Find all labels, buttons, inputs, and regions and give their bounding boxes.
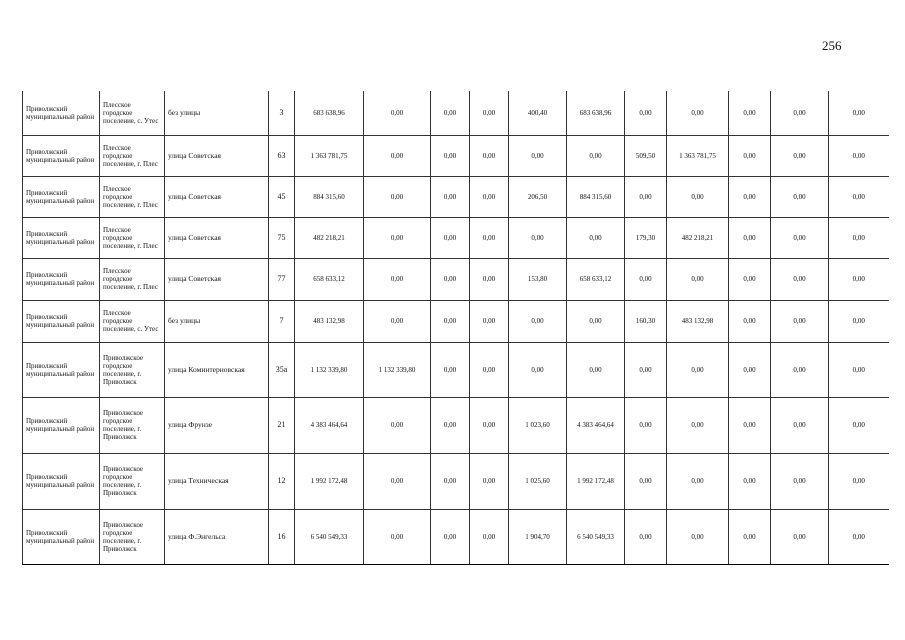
value-cell: 0,00 bbox=[729, 397, 771, 453]
value-cell: 0,00 bbox=[667, 176, 729, 217]
value-cell: 1 904,70 bbox=[509, 509, 567, 564]
value-cell: 0,00 bbox=[625, 91, 667, 135]
table-row bbox=[23, 342, 889, 397]
value-cell: 0,00 bbox=[771, 397, 829, 453]
district-cell: Приволжский муниципальный район bbox=[23, 453, 100, 509]
value-cell: 0,00 bbox=[364, 217, 431, 258]
value-cell: 0,00 bbox=[667, 258, 729, 300]
value-cell: 0,00 bbox=[729, 509, 771, 564]
value-cell: 483 132,98 bbox=[667, 300, 729, 342]
value-cell: 1 992 172,48 bbox=[567, 453, 625, 509]
value-cell: 1 132 339,80 bbox=[295, 342, 364, 397]
street-cell: улица Ф.Энгельса bbox=[165, 509, 269, 564]
value-cell: 400,40 bbox=[509, 91, 567, 135]
value-cell: 0,00 bbox=[470, 258, 509, 300]
district-cell: Приволжский муниципальный район bbox=[23, 91, 100, 135]
street-cell: без улицы bbox=[165, 300, 269, 342]
value-cell: 1 992 172,48 bbox=[295, 453, 364, 509]
value-cell: 0,00 bbox=[729, 300, 771, 342]
value-cell: 0,00 bbox=[771, 300, 829, 342]
settlement-cell: Плесское городское поселение, г. Плес bbox=[100, 258, 165, 300]
table-body bbox=[23, 91, 889, 564]
value-cell: 0,00 bbox=[364, 258, 431, 300]
house-number-cell: 35а bbox=[269, 342, 295, 397]
value-cell: 0,00 bbox=[667, 453, 729, 509]
value-cell: 0,00 bbox=[829, 300, 889, 342]
value-cell: 884 315,60 bbox=[567, 176, 625, 217]
house-number-cell: 45 bbox=[269, 176, 295, 217]
house-number-cell: 63 bbox=[269, 135, 295, 176]
district-cell: Приволжский муниципальный район bbox=[23, 397, 100, 453]
street-cell: без улицы bbox=[165, 91, 269, 135]
value-cell: 0,00 bbox=[470, 509, 509, 564]
district-cell: Приволжский муниципальный район bbox=[23, 300, 100, 342]
table-row bbox=[23, 135, 889, 176]
value-cell: 0,00 bbox=[729, 258, 771, 300]
table-row bbox=[23, 397, 889, 453]
value-cell: 0,00 bbox=[509, 217, 567, 258]
street-cell: улица Техническая bbox=[165, 453, 269, 509]
value-cell: 0,00 bbox=[364, 300, 431, 342]
value-cell: 0,00 bbox=[470, 176, 509, 217]
value-cell: 0,00 bbox=[771, 217, 829, 258]
house-number-cell: 21 bbox=[269, 397, 295, 453]
table-row bbox=[23, 258, 889, 300]
house-number-cell: 75 bbox=[269, 217, 295, 258]
value-cell: 0,00 bbox=[470, 300, 509, 342]
settlement-cell: Плесское городское поселение, г. Плес bbox=[100, 176, 165, 217]
value-cell: 658 633,12 bbox=[567, 258, 625, 300]
district-cell: Приволжский муниципальный район bbox=[23, 342, 100, 397]
settlement-cell: Плесское городское поселение, г. Плес bbox=[100, 217, 165, 258]
value-cell: 0,00 bbox=[829, 217, 889, 258]
value-cell: 0,00 bbox=[431, 258, 470, 300]
street-cell: улица Советская bbox=[165, 258, 269, 300]
value-cell: 0,00 bbox=[567, 217, 625, 258]
settlement-cell: Плесское городское поселение, с. Утес bbox=[100, 300, 165, 342]
value-cell: 0,00 bbox=[829, 453, 889, 509]
value-cell: 0,00 bbox=[364, 91, 431, 135]
district-cell: Приволжский муниципальный район bbox=[23, 176, 100, 217]
district-cell: Приволжский муниципальный район bbox=[23, 217, 100, 258]
house-number-cell: 7 bbox=[269, 300, 295, 342]
value-cell: 0,00 bbox=[771, 91, 829, 135]
value-cell: 0,00 bbox=[431, 397, 470, 453]
settlement-cell: Плесское городское поселение, с. Утес bbox=[100, 91, 165, 135]
value-cell: 0,00 bbox=[431, 342, 470, 397]
settlement-cell: Плесское городское поселение, г. Плес bbox=[100, 135, 165, 176]
value-cell: 0,00 bbox=[771, 258, 829, 300]
value-cell: 0,00 bbox=[470, 397, 509, 453]
value-cell: 0,00 bbox=[567, 135, 625, 176]
value-cell: 1 025,60 bbox=[509, 453, 567, 509]
value-cell: 0,00 bbox=[729, 453, 771, 509]
value-cell: 6 540 549,33 bbox=[567, 509, 625, 564]
house-number-cell: 77 bbox=[269, 258, 295, 300]
value-cell: 153,80 bbox=[509, 258, 567, 300]
value-cell: 0,00 bbox=[431, 217, 470, 258]
house-number-cell: 12 bbox=[269, 453, 295, 509]
value-cell: 0,00 bbox=[431, 453, 470, 509]
value-cell: 0,00 bbox=[431, 300, 470, 342]
value-cell: 0,00 bbox=[509, 300, 567, 342]
value-cell: 1 363 781,75 bbox=[667, 135, 729, 176]
value-cell: 509,50 bbox=[625, 135, 667, 176]
value-cell: 6 540 549,33 bbox=[295, 509, 364, 564]
value-cell: 0,00 bbox=[625, 397, 667, 453]
table-row bbox=[23, 453, 889, 509]
table-row bbox=[23, 176, 889, 217]
value-cell: 0,00 bbox=[509, 342, 567, 397]
value-cell: 483 132,98 bbox=[295, 300, 364, 342]
value-cell: 0,00 bbox=[729, 217, 771, 258]
value-cell: 0,00 bbox=[771, 135, 829, 176]
value-cell: 0,00 bbox=[431, 135, 470, 176]
district-cell: Приволжский муниципальный район bbox=[23, 258, 100, 300]
value-cell: 0,00 bbox=[667, 342, 729, 397]
value-cell: 0,00 bbox=[625, 342, 667, 397]
value-cell: 0,00 bbox=[364, 135, 431, 176]
district-cell: Приволжский муниципальный район bbox=[23, 135, 100, 176]
settlement-cell: Приволжское городское поселение, г. Приволжск bbox=[100, 342, 165, 397]
value-cell: 0,00 bbox=[829, 258, 889, 300]
value-cell: 0,00 bbox=[470, 453, 509, 509]
value-cell: 0,00 bbox=[829, 342, 889, 397]
housing-table bbox=[22, 91, 889, 565]
table-row bbox=[23, 217, 889, 258]
value-cell: 0,00 bbox=[625, 176, 667, 217]
value-cell: 0,00 bbox=[729, 176, 771, 217]
value-cell: 0,00 bbox=[829, 397, 889, 453]
value-cell: 482 218,21 bbox=[667, 217, 729, 258]
street-cell: улица Советская bbox=[165, 135, 269, 176]
value-cell: 0,00 bbox=[625, 258, 667, 300]
value-cell: 179,30 bbox=[625, 217, 667, 258]
page-number: 256 bbox=[822, 38, 842, 53]
value-cell: 0,00 bbox=[470, 217, 509, 258]
value-cell: 1 023,60 bbox=[509, 397, 567, 453]
value-cell: 0,00 bbox=[625, 509, 667, 564]
value-cell: 0,00 bbox=[771, 342, 829, 397]
value-cell: 884 315,60 bbox=[295, 176, 364, 217]
street-cell: улица Фрунзе bbox=[165, 397, 269, 453]
value-cell: 0,00 bbox=[729, 342, 771, 397]
table-row bbox=[23, 509, 889, 564]
settlement-cell: Приволжское городское поселение, г. Приволжск bbox=[100, 453, 165, 509]
table-row bbox=[23, 91, 889, 135]
value-cell: 0,00 bbox=[431, 509, 470, 564]
value-cell: 0,00 bbox=[829, 91, 889, 135]
value-cell: 1 132 339,80 bbox=[364, 342, 431, 397]
value-cell: 0,00 bbox=[771, 176, 829, 217]
value-cell: 1 363 781,75 bbox=[295, 135, 364, 176]
value-cell: 0,00 bbox=[625, 453, 667, 509]
value-cell: 160,30 bbox=[625, 300, 667, 342]
street-cell: улица Коминтерновская bbox=[165, 342, 269, 397]
house-number-cell: 16 bbox=[269, 509, 295, 564]
value-cell: 683 638,96 bbox=[295, 91, 364, 135]
value-cell: 0,00 bbox=[667, 397, 729, 453]
table-row bbox=[23, 300, 889, 342]
value-cell: 206,50 bbox=[509, 176, 567, 217]
value-cell: 0,00 bbox=[364, 176, 431, 217]
settlement-cell: Приволжское городское поселение, г. Приволжск bbox=[100, 397, 165, 453]
value-cell: 0,00 bbox=[431, 176, 470, 217]
value-cell: 4 383 464,64 bbox=[567, 397, 625, 453]
value-cell: 0,00 bbox=[364, 453, 431, 509]
value-cell: 0,00 bbox=[431, 91, 470, 135]
value-cell: 0,00 bbox=[667, 509, 729, 564]
value-cell: 0,00 bbox=[729, 135, 771, 176]
value-cell: 0,00 bbox=[829, 509, 889, 564]
value-cell: 0,00 bbox=[364, 397, 431, 453]
house-number-cell: 3 bbox=[269, 91, 295, 135]
value-cell: 482 218,21 bbox=[295, 217, 364, 258]
value-cell: 0,00 bbox=[567, 300, 625, 342]
value-cell: 0,00 bbox=[364, 509, 431, 564]
value-cell: 0,00 bbox=[771, 509, 829, 564]
street-cell: улица Советская bbox=[165, 176, 269, 217]
value-cell: 0,00 bbox=[470, 342, 509, 397]
value-cell: 0,00 bbox=[729, 91, 771, 135]
value-cell: 0,00 bbox=[829, 176, 889, 217]
value-cell: 0,00 bbox=[667, 91, 729, 135]
street-cell: улица Советская bbox=[165, 217, 269, 258]
settlement-cell: Приволжское городское поселение, г. Приволжск bbox=[100, 509, 165, 564]
value-cell: 683 638,96 bbox=[567, 91, 625, 135]
value-cell: 0,00 bbox=[470, 135, 509, 176]
value-cell: 0,00 bbox=[829, 135, 889, 176]
value-cell: 658 633,12 bbox=[295, 258, 364, 300]
value-cell: 0,00 bbox=[509, 135, 567, 176]
district-cell: Приволжский муниципальный район bbox=[23, 509, 100, 564]
value-cell: 0,00 bbox=[771, 453, 829, 509]
value-cell: 0,00 bbox=[470, 91, 509, 135]
value-cell: 4 383 464,64 bbox=[295, 397, 364, 453]
value-cell: 0,00 bbox=[567, 342, 625, 397]
